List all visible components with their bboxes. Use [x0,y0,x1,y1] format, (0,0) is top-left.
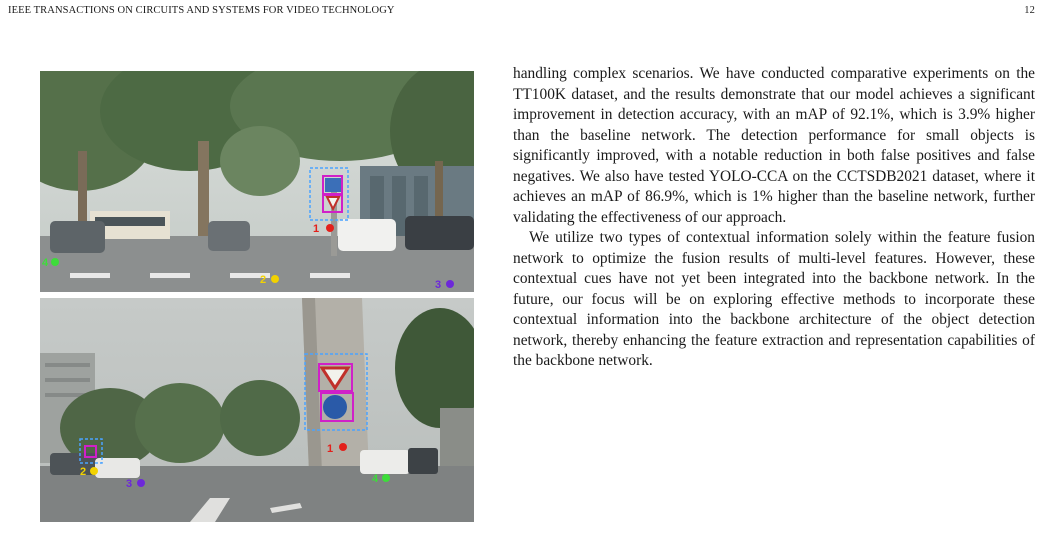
marker-label-2: 2 [260,274,267,286]
marker-label-4: 4 [372,473,379,485]
marker-label-2: 2 [80,466,87,478]
street-scene-top [40,71,474,292]
figure-photo-top [40,71,474,292]
journal-title: IEEE TRANSACTIONS ON CIRCUITS AND SYSTEMS FOR VIDEO TECHNOLOGY [8,5,395,16]
paragraph-conclusion-results: handling complex scenarios. We have conducted comparative experiments on the TT100K dataset, and the results demonstrate that our model achieves a significant improvement in detection accuracy, with an mAP of 92.1%, which is 3.9% higher than the baseline network. The detection performance for small objects is significantly improved, with a notable reduction in both false positives and false negatives. We also have tested YOLO-CCA on the CCTSDB2021 dataset, where it achieves an mAP of 86.9%, which is 1% higher than the baseline network, further validating the effectiveness of our approach. [513,65,1035,226]
figure-photo-bottom [40,298,474,522]
marker-label-3: 3 [435,279,442,291]
paragraph-future-work: We utilize two types of contextual information solely within the feature fusion network to optimize the fusion results of multi-level features. However, these contextual cues have not yet been integrated into the backbone network. In the future, our focus will be on exploring effective methods to incorporate these contextual information into the backbone architecture of the object detection network, thereby enhancing the feature extraction and representation capabilities of the backbone network. [513,229,1035,369]
street-scene-bottom [40,298,474,522]
page-header [8,5,1035,21]
marker-label-1: 1 [327,443,334,455]
marker-label-3: 3 [126,478,133,490]
body-text-column [513,64,1035,372]
page-number: 12 [1024,5,1035,16]
marker-label-1: 1 [313,223,320,235]
marker-label-4: 4 [42,257,49,269]
